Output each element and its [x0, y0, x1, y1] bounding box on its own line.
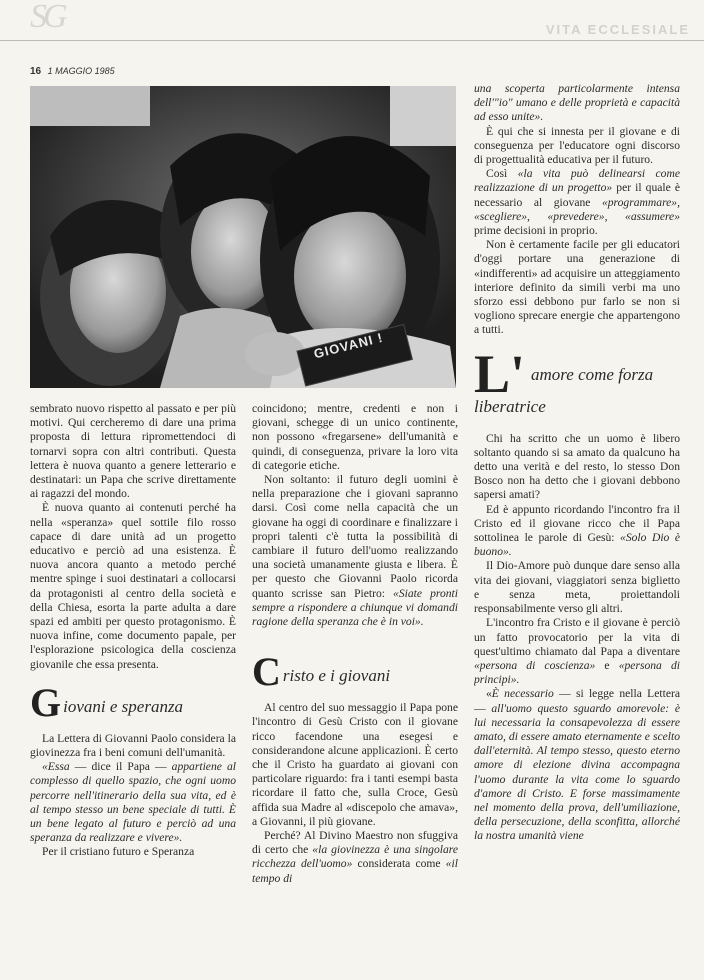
section-heading-cristo-e-i-giovani: [252, 649, 458, 695]
text-run: L'incontro fra Cristo e il giovane è perciò un fatto provocatorio per la vita di quest'ultimo chiamato dal Papa a diventare: [474, 616, 680, 658]
publication-logo-ghost: SG: [30, 0, 64, 35]
quote-text: «programmare», «scegliere», «prevedere», «assumere»: [474, 195, 680, 223]
text-run: e: [595, 658, 619, 672]
paragraph: [30, 760, 236, 845]
paragraph: [474, 616, 680, 687]
quote-text: «Solo Dio è buono».: [474, 531, 680, 559]
text-run: considerata come: [352, 857, 446, 871]
quote-text: «Siate pronti sempre a rispondere a chiunque vi domandi ragione della speranza che è in voi».: [252, 586, 458, 629]
quote-text: «il tempo di: [252, 857, 458, 885]
text-run: per il quale è necessario al giovane: [474, 181, 680, 209]
section-title-ghost: VITA ECCLESIALE: [545, 22, 690, 37]
quote-text: «la vita può delinearsi come realizzazione di un progetto»: [474, 167, 680, 195]
heading-initial: L': [474, 343, 526, 404]
paragraph: Non è certamente facile per gli educatori d'oggi portare una generazione di «indifferenti» ad acquisire un atteggiamento interiore definito da simili verbi ma uno sforzo essi debbono pur farlo se non si vogliono sprecare energie che appartengono a tutti.: [474, 238, 680, 337]
heading-initial: C: [252, 649, 281, 695]
heading-text: iovani e speranza: [63, 696, 184, 716]
paragraph: Per il cristiano futuro e Speranza: [42, 845, 195, 859]
text-run: Ed è appunto ricordando l'incontro fra il Cristo ed il giovane ricco che il Papa sottolinea le parole di Gesù:: [474, 502, 680, 545]
article-column-2: [252, 402, 458, 972]
paragraph: [252, 473, 458, 629]
paragraph: È qui che si innesta per il giovane e di conseguenza per l'educatore ogni discorso di progettualità educativa per il futuro.: [474, 124, 680, 167]
paragraph: [474, 687, 680, 843]
paragraph: [474, 167, 680, 238]
quote-text: all'uomo questo sguardo amorevole: è lui necessaria la consapevolezza di essere amato, di essere amato eternamente e scelto dall'eternità. Al tempo stesso, questo eterno amore di elezione divina accompagna l'uomo durante la vita come lo sguardo d'amore di Cristo. E forse massimamente nel momento della prova, dell'umiliazione, della persecuzione, della sconfitta, allorché la nostra umanità viene: [474, 701, 680, 843]
text-run: «: [486, 687, 492, 701]
heading-text: amore come forza: [531, 364, 654, 384]
paragraph: [474, 503, 680, 560]
article-column-3: [474, 82, 680, 972]
section-heading-amore-forza-liberatrice: [474, 343, 680, 418]
quote-text: «la giovinezza è una singolare ricchezza dell'uomo»: [252, 843, 458, 871]
heading-initial: G: [30, 679, 62, 725]
text-run: Non soltanto: il futuro degli uomini è nella preparazione che i giovani sapranno darsi. Così come nella capacità che un giovane ha oggi di coordinare e finalizzare i propri talenti c'è tutta la possibilità di cambiare il futuro dell'uomo realizzando una società umanamente giusta e libera. È per questo che Giovanni Paolo ricorda quanto scrisse san Pietro:: [252, 473, 458, 600]
section-heading-giovani-e-speranza: [30, 679, 236, 725]
paragraph: sembrato nuovo rispetto al passato e per più motivi. Qui cercheremo di dare una prima proposta di lettura ripromettendoci di tornarvi sopra con altri contributi. Questa lettera è nuova quanto a genere letterario e destinatari: un Papa che scrive direttamente ai ragazzi del mondo.: [30, 402, 236, 501]
text-run: Così: [486, 167, 518, 181]
quote-text: appartiene al complesso di quello spazio, che ogni uomo percorre nell'itinerario della sua vita, ed è al tempo stesso un bene speciale di tutti. È un bene legato al futuro e perciò ad una speranza da realizzare e vivere».: [30, 760, 236, 845]
text-run: Perché? Al Divino Maestro non sfuggiva di certo che: [252, 829, 458, 857]
quote-open: «Essa: [42, 760, 70, 774]
young-people-photo-image: [30, 86, 456, 388]
paragraph: Chi ha scritto che un uomo è libero soltanto quando si sa amato da qualcuno ha detto una verità e del resto, lo stesso Don Bosco non ha detto che i giovani debbono sapersi amati?: [474, 431, 680, 502]
running-header-ghost: [0, 0, 704, 41]
paragraph: Il Dio-Amore può dunque dare senso alla vita dei giovani, viaggiatori senza biglietto e senza meta, proiettandoli responsabilmente verso gli altri.: [474, 559, 680, 616]
paragraph: coincidono; mentre, credenti e non i giovani, schegge di un unico continente, non possono «fregarsene» dell'umanità e quindi, di conseguenza, privare la loro vita di categorie etiche.: [252, 402, 458, 472]
text-run: — si legge nella Lettera —: [474, 687, 680, 715]
paragraph: [474, 82, 680, 125]
article-photo: [30, 86, 456, 388]
quote-text: È necessario: [491, 687, 554, 701]
folio: [30, 66, 115, 77]
text-run: prime decisioni in proprio.: [474, 224, 598, 238]
paragraph: Al centro del suo messaggio il Papa pone l'incontro di Gesù Cristo con il giovane ricco facendone una esegesi e considerandone alcune applicazioni. È certo che il Cristo ha guardato ai giovani con particolare riguardo: fra i tanti esempi basta ricordare il fatto che, sulla Croce, Gesù affida sua Madre al «discepolo che amava», a Giovanni, il più giovane.: [252, 701, 458, 828]
paragraph: È nuova quanto ai contenuti perché ha nella «speranza» quel sottile filo rosso capace di dare unità ad un progetto educativo e perciò ad una esistenza. È nuova ancora quanto a metodo perché mentre spinge i suoi destinatari a collocarsi da protagonisti al centro della società e della Chiesa, esorta la parte adulta a dare spazi ed ambiti per questo protagonismo. È nuova infine, come documento papale, per l'esplorazione psicologica della coscienza giovanile che essa presenta.: [30, 501, 236, 671]
quote-text: una scoperta particolarmente intensa dell'"io" umano e delle proprietà e capacità ad esso unite».: [474, 82, 680, 124]
paragraph: [252, 829, 458, 886]
heading-text: risto e i giovani: [282, 666, 391, 686]
heading-text-line2: liberatrice: [474, 396, 546, 416]
quote-text: «persona di principi».: [474, 658, 680, 687]
attribution: — dice il Papa —: [69, 760, 172, 774]
page-number: 16: [30, 66, 42, 77]
article-column-1: [30, 402, 236, 972]
issue-date: 1 MAGGIO 1985: [47, 66, 115, 76]
quote-text: «persona di coscienza»: [474, 658, 596, 672]
paragraph: La Lettera di Giovanni Paolo considera la giovinezza fra i beni comuni dell'umanità.: [30, 731, 236, 760]
booklet-title: GIOVANI !: [312, 329, 385, 362]
